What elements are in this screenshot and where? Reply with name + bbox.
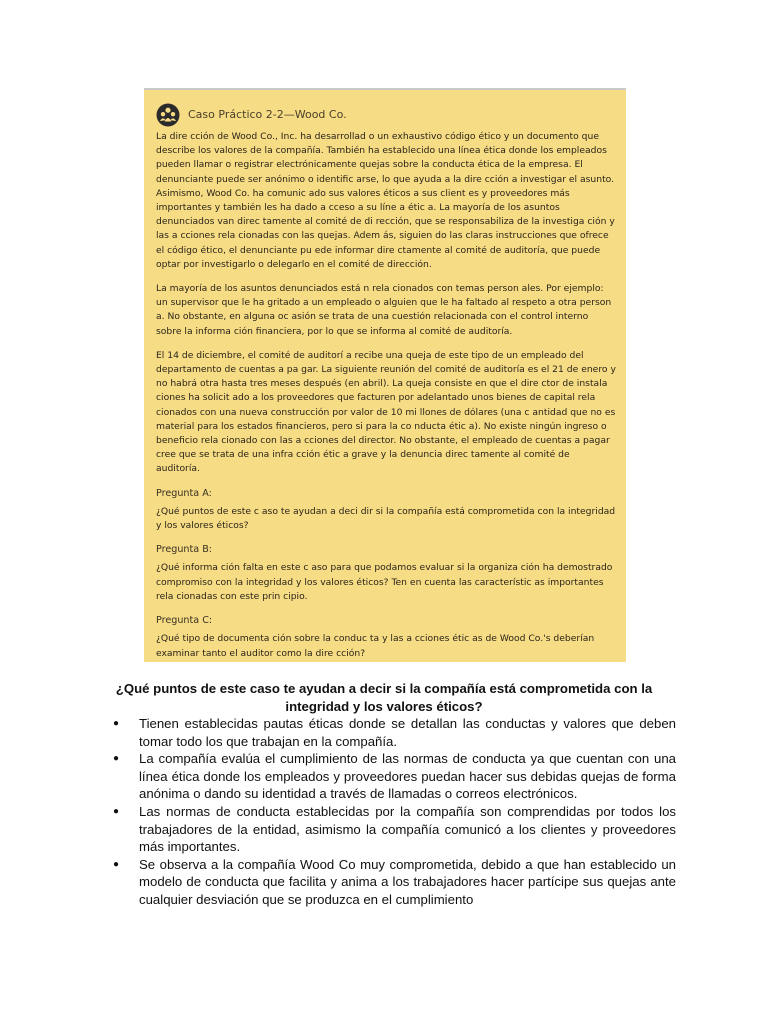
question-b-text: ¿Qué informa ción falta en este c aso para que podamos evaluar si la organiza ción ha demostrado compromiso con la integridad y los valores éticos? Ten en cuenta las característic as importantes rela cionadas con este prin cipio. (156, 562, 613, 602)
answer-item: ● Tienen establecidas pautas éticas donde se detallan las conductas y valores que deben tomar todo los que trabajan en la compañía. (110, 715, 676, 750)
answer-item: ● La compañía evalúa el cumplimiento de las normas de conducta ya que cuentan con una línea ética donde los empleados y proveedores puedan hacer sus debidas quejas de forma anónima o dando su identidad a través de llamadas o correos electrónicos. (110, 750, 676, 803)
question-heading: ¿Qué puntos de este caso te ayudan a decir si la compañía está comprometida con la integridad y los valores éticos? (115, 681, 653, 714)
case-study-image (144, 88, 626, 662)
answer-item: ● Las normas de conducta establecidas por la compañía son comprendidas por todos los trabajadores de la entidad, asimismo la compañía comunicó a los clientes y proveedores más importantes. (110, 803, 676, 856)
group-icon (156, 103, 180, 127)
case-paragraph: La mayoría de los asuntos denunciados está n rela cionados con temas person ales. Por ejemplo: un supervisor que le ha gritado a un empleado o alguien que le ha faltado al respeto a otra person a. No obstante, en alguna oc asión se trata de una cuestión relacionada con el control interno sobre la informa ción financiera, por lo que se informa al comité de auditoría. (156, 283, 612, 337)
question-b-label: Pregunta B: (156, 544, 213, 556)
case-header (156, 102, 616, 128)
answer-list (110, 715, 676, 909)
question-a-label: Pregunta A: (156, 487, 212, 499)
question-c-label: Pregunta C: (156, 615, 213, 627)
question-a-text: ¿Qué puntos de este c aso te ayudan a deci dir si la compañía está comprometida con la integridad y los valores éticos? (156, 505, 616, 532)
case-paragraph: El 14 de diciembre, el comité de auditorí a recibe una queja de este tipo de un empleado del departamento de cuentas a pa gar. La siguiente reunión del comité de auditoría es el 21 de enero y no habrá otra hasta tres meses después (en abril). La queja consiste en que el dire ctor de instala ciones ha solicit ado a los proveedores que facturen por adelantado unos bienes de capital rela cionados con una nueva construcción por valor de 10 mi llones de dólares (una c antidad que no es material para los estados financieros, pero si para la co nducta étic a). No existe ningún ingreso o beneficio rela cionado con las a cciones del director. No obstante, el empleado de cuentas a pagar cree que se trata de una infra cción étic a grave y la denuncia direc tamente al comité de auditoría. (156, 349, 616, 475)
question-c-text: ¿Qué tipo de documenta ción sobre la conduc ta y las a cciones étic as de Wood Co.'s deberían examinar tanto el auditor como la dire cción? (156, 633, 595, 659)
case-title: Caso Práctico 2-2—Wood Co. (188, 107, 347, 121)
answer-item: ● Se observa a la compañía Wood Co muy comprometida, debido a que han establecido un modelo de conducta que facilita y anima a los trabajadores hacer partícipe sus quejas ante cualquier desviación que se produzca en el cumplimiento (110, 856, 676, 909)
case-paragraph: La dire cción de Wood Co., Inc. ha desarrollad o un exhaustivo código ético y un documento que describe los valores de la compañía. También ha establecido una línea ética donde los empleados pueden llamar o registrar electrónicamente quejas sobre la conducta ética de la empresa. El denunciante puede ser anónimo o identific arse, lo que ayuda a la dire cción a investigar el asunto. Asimismo, Wood Co. ha comunic ado sus valores éticos a sus client es y proveedores más importantes y también les ha dado a cceso a su líne a étic a. La mayoría de los asuntos denunciados van direc tamente al comité de di rección, que se responsabiliza de la investiga ción y las a cciones rela cionadas con las quejas. Adem ás, siguien do las claras instrucciones que ofrece el código ético, el denunciante pu ede informar dire ctamente al comité de auditoría, que puede optar por investigarlo o delegarlo en el comité de dirección. (156, 131, 615, 270)
